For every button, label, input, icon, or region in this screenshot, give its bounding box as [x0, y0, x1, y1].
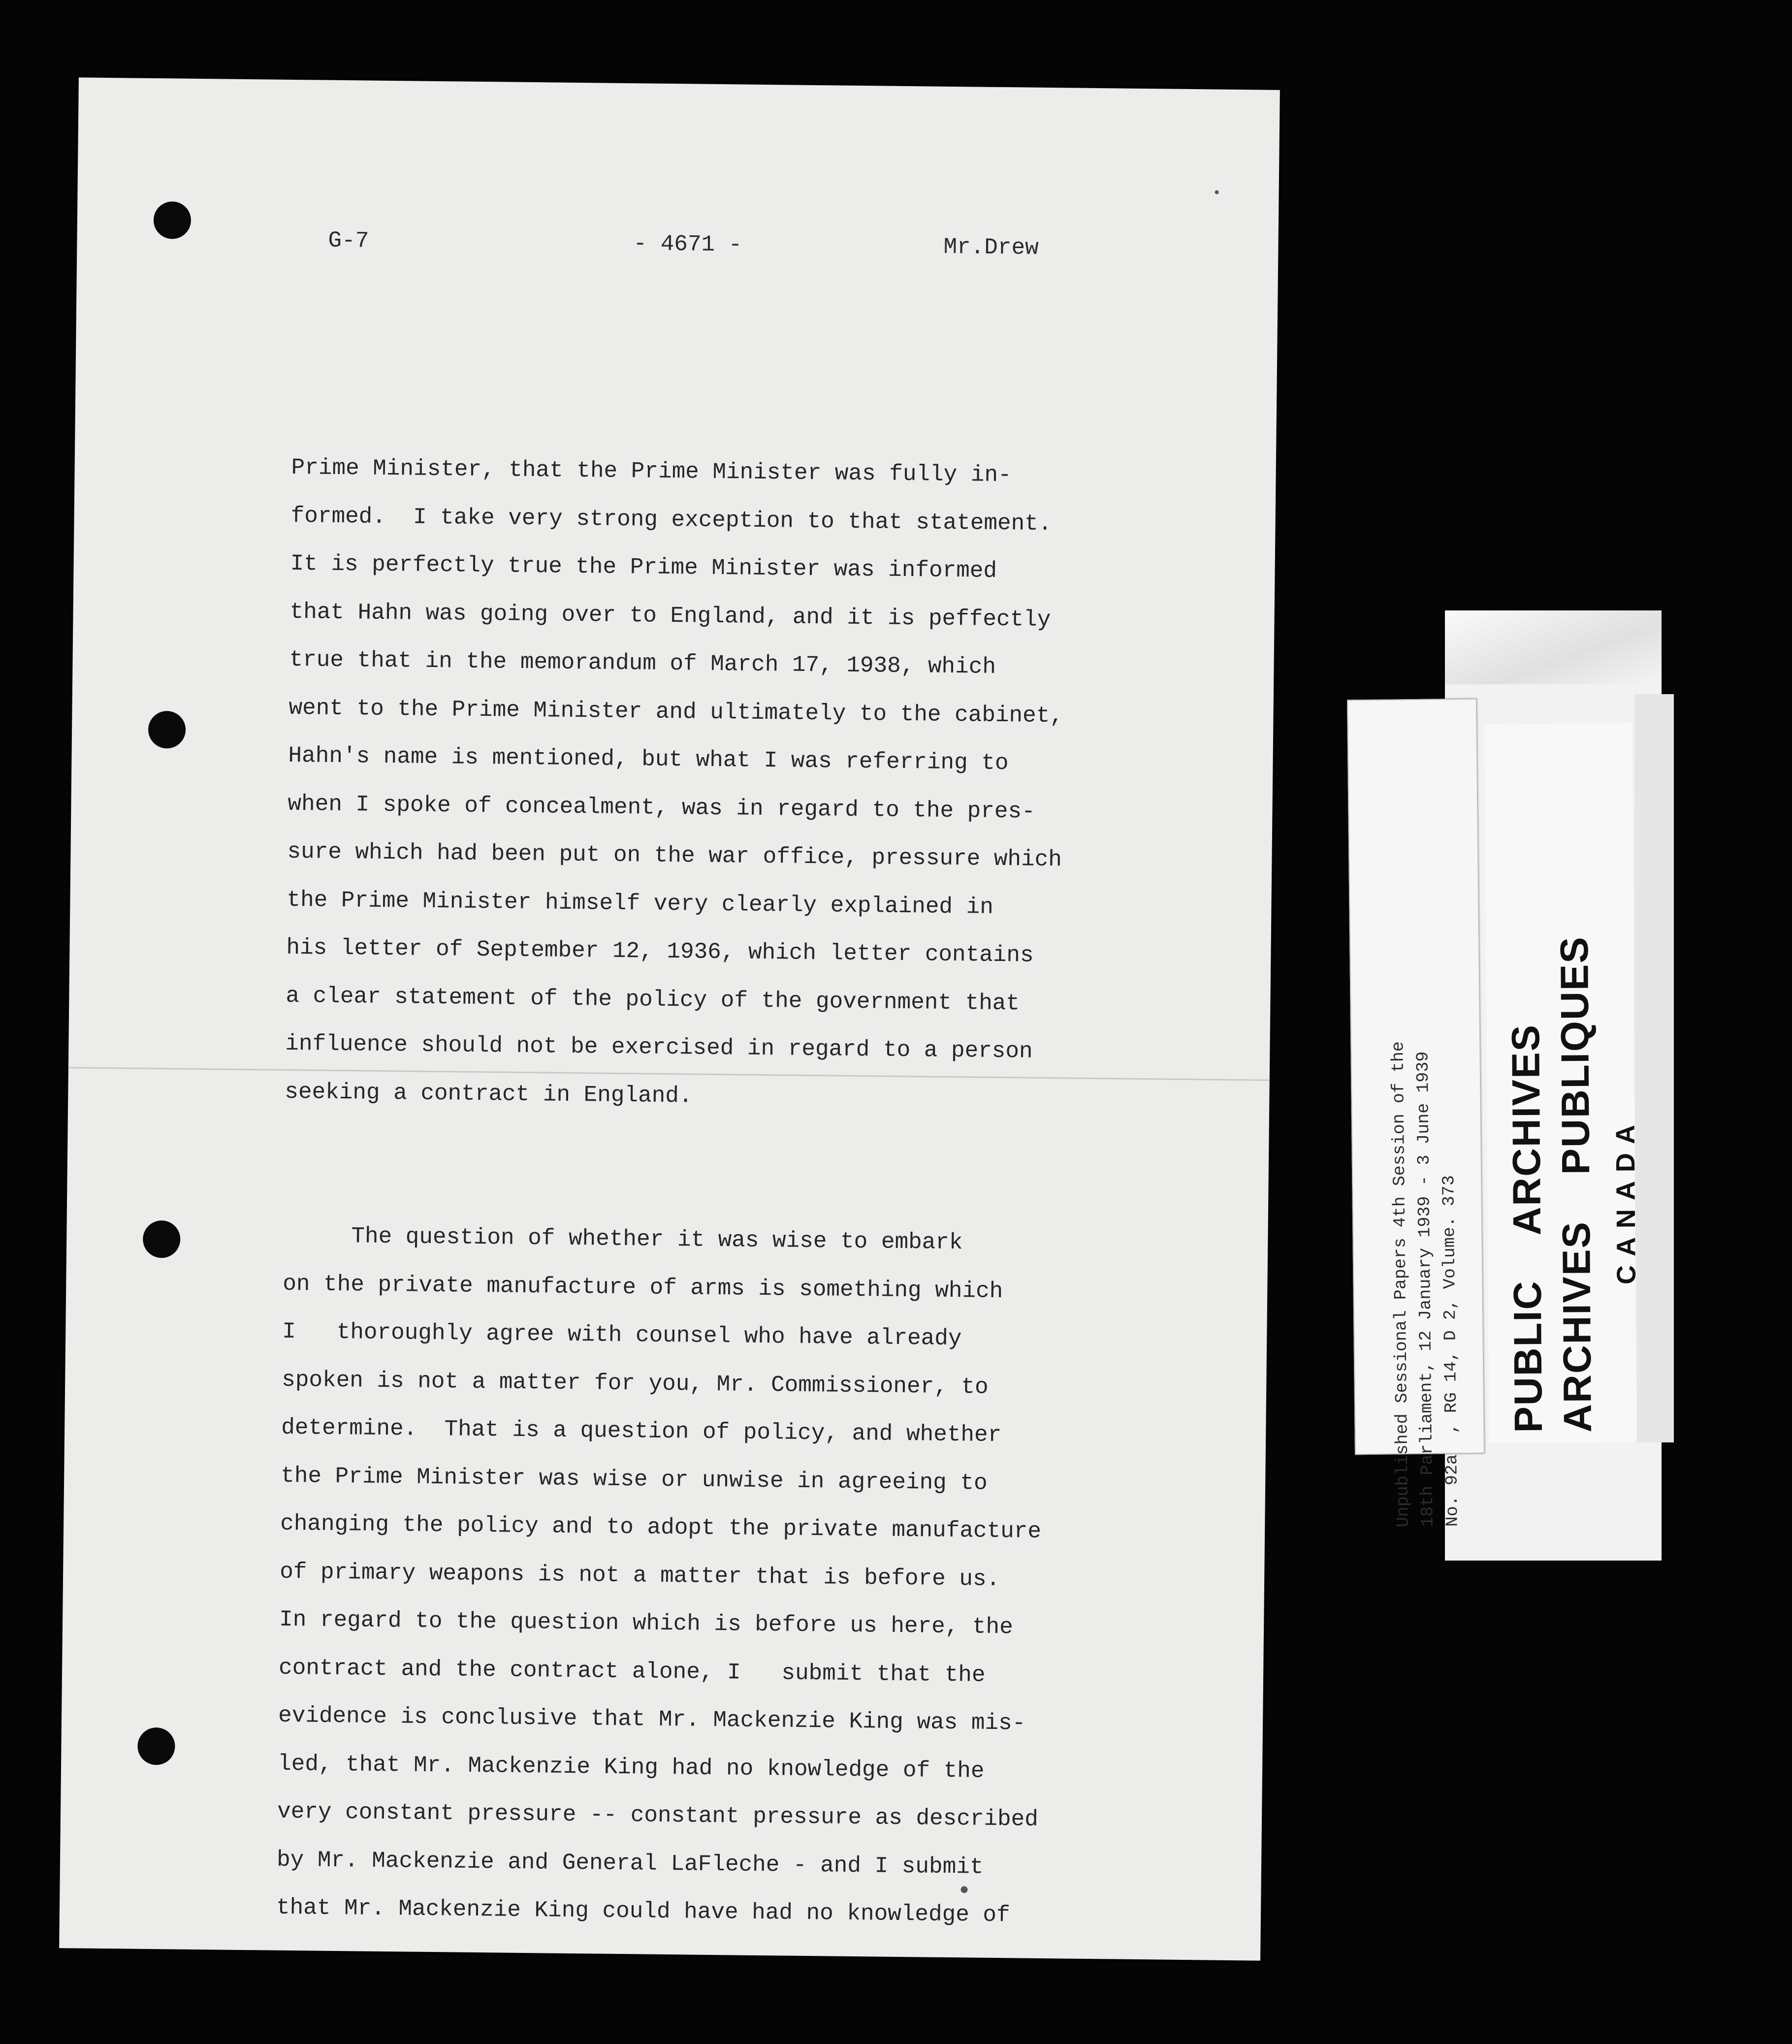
text-line: very constant pressure -- constant pressure as described: [277, 1798, 1039, 1832]
text-line: the Prime Minister himself very clearly explained in: [287, 887, 994, 920]
text-line: evidence is conclusive that Mr. Mackenzie King was mis-: [278, 1702, 1026, 1736]
text-line: Hahn's name is mentioned, but what I was referring to: [288, 742, 1009, 776]
text-line: The question of whether it was wise to embark: [283, 1222, 963, 1256]
document-page: [59, 77, 1280, 1960]
text-line: Prime Minister, that the Prime Minister was fully in-: [291, 454, 1012, 488]
index-line: No. 92a , RG 14, D 2, Volume. 373: [1439, 1175, 1463, 1527]
text-line: his letter of September 12, 1936, which letter contains: [286, 934, 1034, 968]
text-line: formed. I take very strong exception to that statement.: [290, 503, 1052, 537]
text-line: sure which had been put on the war office, pressure which: [287, 838, 1062, 873]
text-line: of primary weapons is not a matter that is before us.: [279, 1559, 1000, 1592]
text-line: I thoroughly agree with counsel who have already: [282, 1318, 962, 1352]
header-section-code: G-7: [328, 227, 369, 254]
paragraph: [276, 1212, 1248, 1942]
punch-hole: [154, 201, 192, 239]
speck: [1215, 191, 1219, 194]
punch-hole: [137, 1727, 175, 1765]
text-line: a clear statement of the policy of the government that: [286, 983, 1020, 1016]
punch-hole: [143, 1220, 181, 1258]
text-line: It is perfectly true the Prime Minister was informed: [290, 550, 997, 584]
paragraph: [285, 444, 1256, 1126]
text-line: influence should not be exercised in regard to a person: [285, 1030, 1033, 1064]
torn-slip-top: [1445, 610, 1662, 684]
text-line: led, that Mr. Mackenzie King had no knowledge of the: [277, 1751, 985, 1784]
text-line: the Prime Minister was wise or unwise in agreeing to: [280, 1463, 988, 1496]
text-line: contract and the contract alone, I submit that the: [278, 1655, 986, 1688]
text-line: went to the Prime Minister and ultimately to the cabinet,: [288, 695, 1064, 729]
text-line: when I spoke of concealment, was in regard to the pres-: [288, 791, 1035, 825]
text-line: by Mr. Mackenzie and General LaFleche - and I submit: [276, 1847, 984, 1880]
text-line: that Hahn was going over to England, and it is peffectly: [289, 599, 1051, 633]
archives-name-en: PUBLIC ARCHIVES: [1504, 1023, 1550, 1433]
archives-name-fr: ARCHIVES PUBLIQUES: [1552, 936, 1600, 1433]
public-archives-card: [1484, 723, 1641, 1443]
text-line: changing the policy and to adopt the private manufacture: [280, 1510, 1042, 1544]
text-line: determine. That is a question of policy, and whether: [281, 1414, 1002, 1448]
backing-slip-edge: [1634, 694, 1674, 1442]
index-line: 18th Parliament, 12 January 1939 - 3 June 1939: [1413, 1051, 1438, 1528]
text-line: on the private manufacture of arms is something which: [283, 1271, 1003, 1304]
index-card-text: [1386, 1041, 1465, 1528]
index-line: Unpublished Sessional Papers 4th Session of the: [1388, 1041, 1413, 1528]
archive-label-stack: [1339, 610, 1664, 1561]
speck: [960, 1886, 967, 1893]
header-page-number: - 4671 -: [633, 231, 742, 258]
punch-hole: [148, 711, 186, 749]
header-speaker: Mr.Drew: [943, 234, 1039, 261]
text-line: In regard to the question which is before us here, the: [279, 1606, 1014, 1640]
text-line: spoken is not a matter for you, Mr. Commissioner, to: [282, 1367, 989, 1400]
text-line: that Mr. Mackenzie King could have had no knowledge of: [276, 1894, 1010, 1928]
archives-country: CANADA: [1610, 1116, 1641, 1285]
text-line: seeking a contract in England.: [285, 1079, 693, 1109]
text-line: true that in the memorandum of March 17, 1938, which: [289, 646, 996, 680]
archives-name-block: [1501, 936, 1602, 1433]
index-card: [1347, 699, 1485, 1528]
transcript-body: [275, 348, 1257, 2038]
